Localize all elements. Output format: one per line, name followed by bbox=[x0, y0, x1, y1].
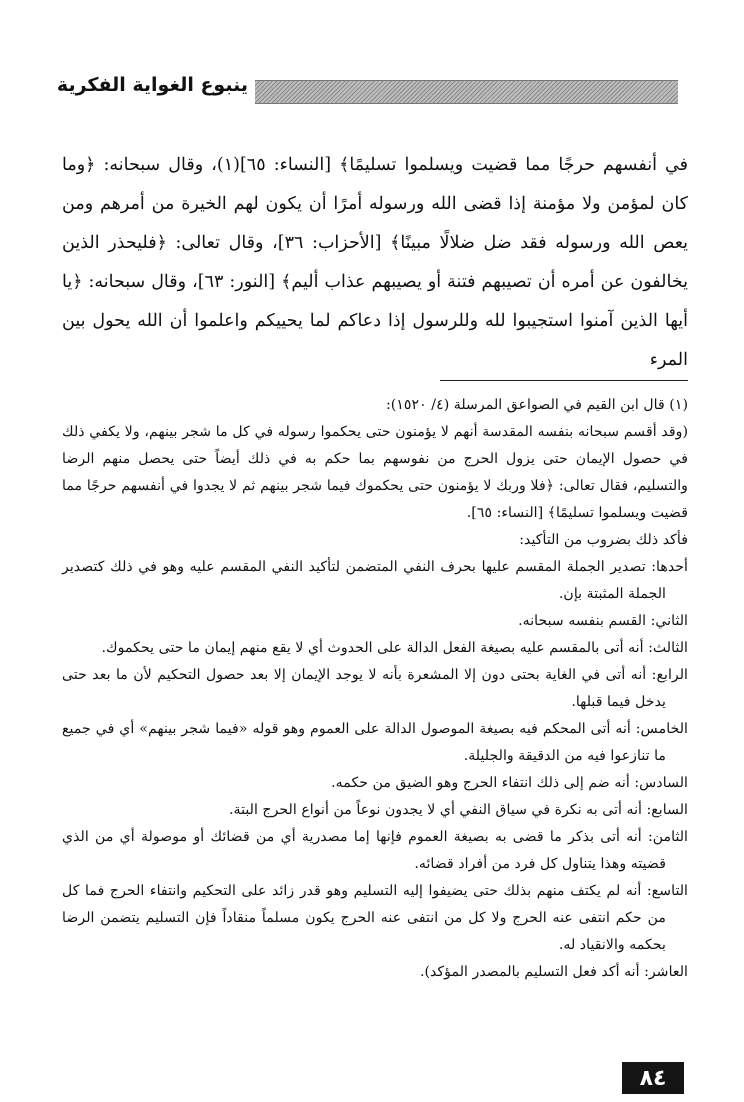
footnote-intro: (١) قال ابن القيم في الصواعق المرسلة (٤/ ١٥٢٠): bbox=[385, 397, 688, 413]
footnote-point-5: الخامس: أنه أتى المحكم فيه بصيغة الموصول الدالة على العموم وهو قوله «فيما شجر بينهم» أي في جميع ما تنازعوا فيه من الدقيقة والجليلة. bbox=[62, 721, 688, 764]
footnote-emphasis-line: فأكد ذلك بضروب من التأكيد: bbox=[519, 532, 688, 548]
footnote-point-6: السادس: أنه ضم إلى ذلك انتفاء الحرج وهو الضيق من حكمه. bbox=[331, 775, 688, 791]
header-decorative-band bbox=[255, 80, 678, 104]
page-number: ٨٤ bbox=[622, 1062, 684, 1094]
footnote-point-10: العاشر: أنه أكد فعل التسليم بالمصدر المؤكد). bbox=[419, 964, 688, 980]
footnote-point-7: السابع: أنه أتى به نكرة في سياق النفي أي لا يجدون نوعاً من أنواع الحرج البتة. bbox=[228, 802, 688, 818]
footnote-point-9: التاسع: أنه لم يكتف منهم بذلك حتى يضيفوا إليه التسليم وهو قدر زائد على التحكيم وانتفاء الحرج فما كل من حكم انتفى عنه الحرج ولا كل من انتفى عنه الحرج يكون مسلماً منقاداً فإن التسليم يتضمن الرضا بحكمه والانقياد له. bbox=[62, 883, 688, 953]
footnote-point-8: الثامن: أنه أتى بذكر ما قضى به بصيغة العموم فإنها إما مصدرية أي من قضائك أو موصولة أي من الذي قضيته وهذا يتناول كل فرد من أفراد قضائه. bbox=[62, 829, 688, 872]
running-header-title: ينبوع الغواية الفكرية bbox=[56, 74, 248, 96]
footnote-point-4: الرابع: أنه أتى في الغاية بحتى دون إلا المشعرة بأنه لا يوجد الإيمان إلا بعد حصول التحكيم لأن ما بعد حتى يدخل فيما قبلها. bbox=[62, 667, 688, 710]
footnote-point-3: الثالث: أنه أتى بالمقسم عليه بصيغة الفعل الدالة على الحدوث أي لا يقع منهم إيمان ما حتى يحكموك. bbox=[101, 640, 688, 656]
body-paragraph: في أنفسهم حرجًا مما قضيت ويسلموا تسليمًا﴾ [النساء: ٦٥](١)، وقال سبحانه: ﴿وما كان لمؤمن ولا مؤمنة إذا قضى الله ورسوله أمرًا أن يكون لهم الخيرة من أمرهم ومن يعص الله ورسوله فقد ضل ضلالًا مبينًا﴾ [الأحزاب: ٣٦]، وقال تعالى: ﴿فليحذر الذين يخالفون عن أمره أن تصيبهم فتنة أو يصيبهم عذاب أليم﴾ [النور: ٦٣]، وقال سبحانه: ﴿يا أيها الذين آمنوا استجيبوا لله وللرسول إذا دعاكم لما يحييكم واعلموا أن الله يحول بين المرء bbox=[62, 155, 689, 370]
footnote-separator bbox=[440, 380, 688, 381]
footnote-point-1: أحدها: تصدير الجملة المقسم عليها بحرف النفي المتضمن لتأكيد النفي المقسم عليه وهو في ذلك كتصدير الجملة المثبتة بإن. bbox=[62, 559, 688, 602]
footnote-point-2: الثاني: القسم بنفسه سبحانه. bbox=[518, 613, 688, 629]
main-body-text bbox=[62, 146, 688, 380]
footnotes-section bbox=[62, 392, 688, 986]
footnote-quote: (وقد أقسم سبحانه بنفسه المقدسة أنهم لا يؤمنون حتى يحكموا رسوله في كل ما شجر بينهم، ولا يكفي ذلك في حصول الإيمان حتى يزول الحرج من نفوسهم بما حكم به في ذلك أيضاً حتى يحصل منهم الرضا والتسليم، فقال تعالى: ﴿فلا وربك لا يؤمنون حتى يحكموك فيما شجر بينهم ثم لا يجدوا في أنفسهم حرجًا مما قضيت ويسلموا تسليمًا﴾ [النساء: ٦٥]. bbox=[62, 424, 688, 521]
